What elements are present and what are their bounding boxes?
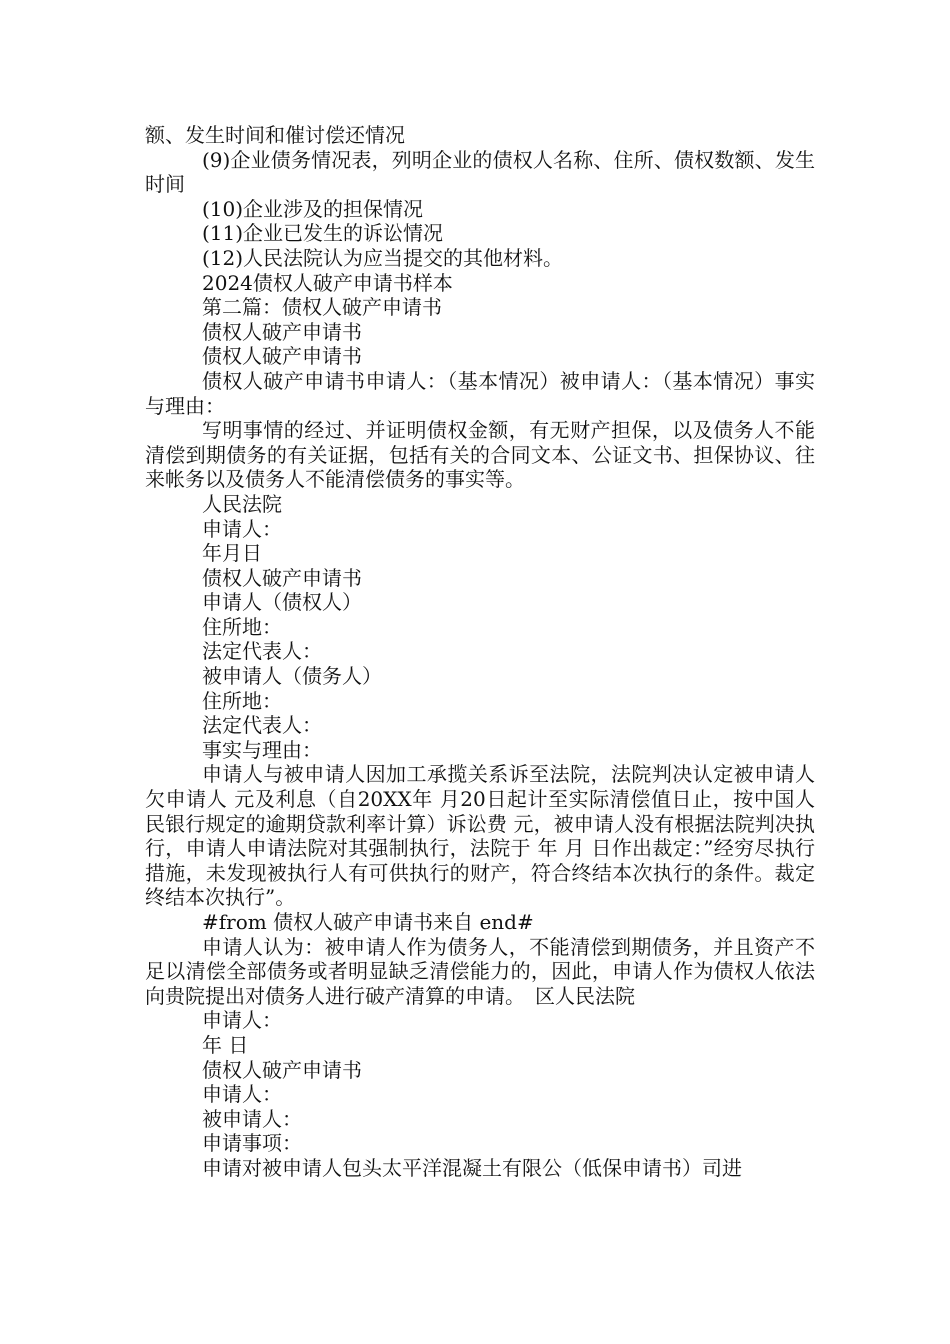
document-paragraph: 法定代表人： bbox=[202, 639, 322, 664]
document-paragraph: #from 债权人破产申请书来自 end# bbox=[202, 910, 534, 934]
document-paragraph: 法定代表人： bbox=[202, 713, 322, 738]
document-paragraph: (12)人民法院认为应当提交的其他材料。 bbox=[202, 245, 564, 270]
document-paragraph: 申请人： bbox=[202, 1008, 282, 1033]
document-paragraph: 被申请人（债务人） bbox=[202, 664, 382, 689]
document-paragraph: 申请人（债权人） bbox=[202, 590, 362, 615]
document-paragraph: 2024债权人破产申请书样本 bbox=[202, 270, 453, 295]
document-paragraph: 债权人破产申请书 bbox=[202, 565, 362, 590]
document-paragraph: 住所地： bbox=[202, 688, 282, 713]
document-paragraph: 被申请人： bbox=[202, 1106, 302, 1131]
document-paragraph: 写明事情的经过、并证明债权金额，有无财产担保，以及债务人不能清偿到期债务的有关证据，包括有关的合同文本、公证文书、担保协议、往来帐务以及债务人不能清偿债务的事实等。 bbox=[145, 418, 815, 492]
document-paragraph: 事实与理由： bbox=[202, 737, 322, 762]
document-paragraph: 住所地： bbox=[202, 614, 282, 639]
document-paragraph: 债权人破产申请书 bbox=[202, 319, 362, 344]
document-paragraph: 年 日 bbox=[202, 1032, 249, 1057]
document-paragraph: (9)企业债务情况表，列明企业的债权人名称、住所、债权数额、发生时间 bbox=[145, 147, 815, 197]
document-paragraph: 申请人认为：被申请人作为债务人，不能清偿到期债务，并且资产不足以清偿全部债务或者明显缺乏清偿能力的，因此，申请人作为债权人依法向贵院提出对债务人进行破产清算的申请。 区人民法院 bbox=[145, 934, 815, 1008]
document-paragraph: 年月日 bbox=[202, 541, 262, 566]
document-paragraph: 债权人破产申请书 bbox=[202, 344, 362, 369]
document-paragraph: 申请对被申请人包头太平洋混凝土有限公（低保申请书）司进 bbox=[202, 1155, 742, 1180]
document-body bbox=[145, 123, 815, 1181]
document-paragraph: 第二篇：债权人破产申请书 bbox=[202, 295, 442, 320]
document-paragraph: 申请人与被申请人因加工承揽关系诉至法院，法院判决认定被申请人欠申请人 元及利息（自20XX年 月20日起计至实际清偿值日止，按中国人民银行规定的逾期贷款利率计算）诉讼费 元，被申请人没有根据法院判决执行，申请人申请法院对其强制执行，法院于 年 月 日作出裁定：”经穷尽执行措施，未发现被执行人有可供执行的财产，符合终结本次执行的条件。裁定终结本次执行”。 bbox=[145, 762, 815, 910]
document-paragraph: 申请人： bbox=[202, 1082, 282, 1107]
document-paragraph: 人民法院 bbox=[202, 491, 282, 516]
document-paragraph: 债权人破产申请书 bbox=[202, 1057, 362, 1082]
document-paragraph: 申请事项： bbox=[202, 1131, 302, 1156]
document-paragraph: 债权人破产申请书申请人：（基本情况）被申请人：（基本情况）事实与理由： bbox=[145, 368, 815, 418]
document-paragraph: (11)企业已发生的诉讼情况 bbox=[202, 221, 444, 246]
document-paragraph: 额、发生时间和催讨偿还情况 bbox=[145, 123, 405, 147]
document-paragraph: (10)企业涉及的担保情况 bbox=[202, 196, 424, 221]
document-paragraph: 申请人： bbox=[202, 516, 282, 541]
